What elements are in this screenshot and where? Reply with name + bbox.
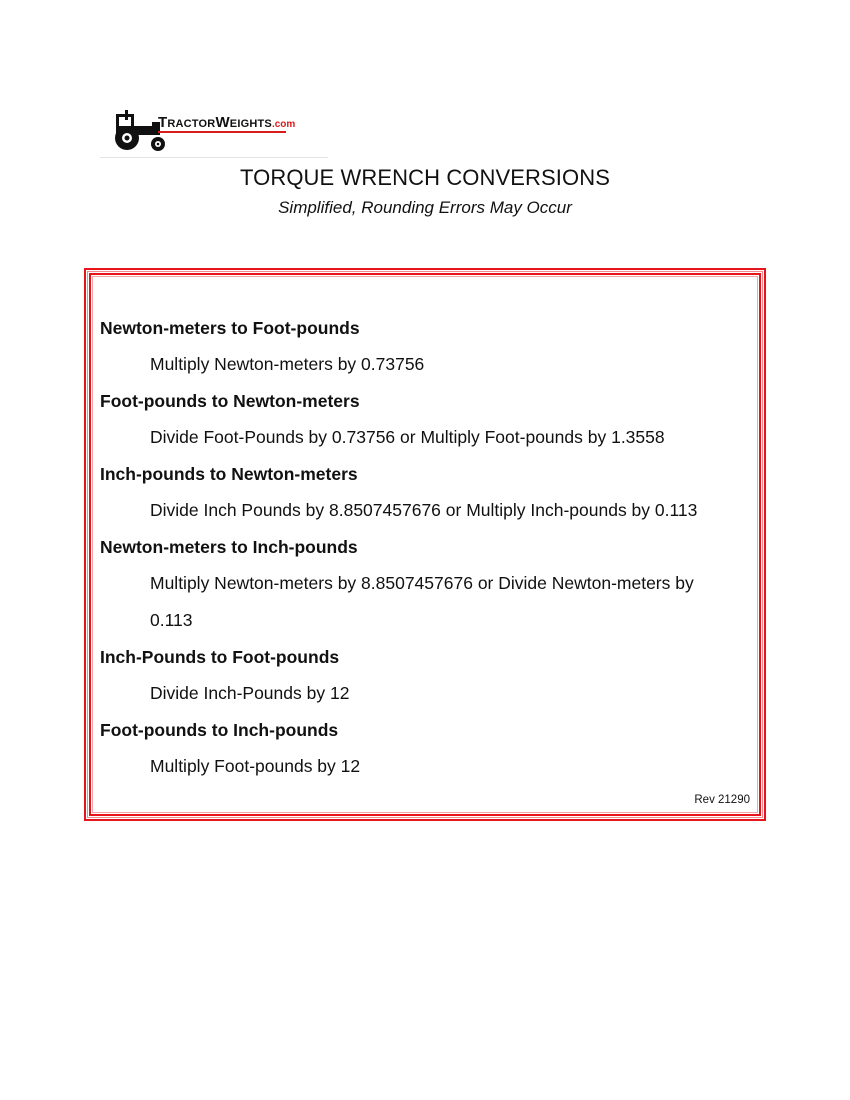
revision-number: Rev 21290 bbox=[694, 794, 750, 806]
brand-logo bbox=[100, 104, 328, 158]
conversion-item bbox=[100, 456, 740, 529]
conversion-heading: Newton-meters to Foot-pounds bbox=[100, 318, 360, 338]
conversion-heading: Inch-Pounds to Foot-pounds bbox=[100, 647, 340, 667]
logo-divider bbox=[100, 157, 328, 158]
conversion-item bbox=[100, 639, 740, 712]
conversion-heading: Inch-pounds to Newton-meters bbox=[100, 464, 358, 484]
conversion-item bbox=[100, 310, 740, 383]
conversion-rule: Multiply Newton-meters by 8.8507457676 or Divide Newton-meters by 0.113 bbox=[150, 573, 694, 630]
conversion-list bbox=[100, 310, 740, 785]
logo-letter-t: T bbox=[158, 114, 168, 131]
page-title: TORQUE WRENCH CONVERSIONS bbox=[239, 165, 610, 190]
page-subtitle: Simplified, Rounding Errors May Occur bbox=[278, 198, 572, 217]
logo-word-ractor: RACTOR bbox=[167, 118, 216, 130]
conversion-rule: Multiply Newton-meters by 0.73756 bbox=[150, 354, 425, 374]
conversion-item bbox=[100, 529, 740, 639]
conversion-heading: Foot-pounds to Newton-meters bbox=[100, 391, 360, 411]
conversion-heading: Newton-meters to Inch-pounds bbox=[100, 537, 358, 557]
conversion-item bbox=[100, 383, 740, 456]
logo-domain: .com bbox=[271, 119, 296, 130]
conversion-rule: Multiply Foot-pounds by 12 bbox=[150, 756, 361, 776]
conversion-rule: Divide Inch-Pounds by 12 bbox=[150, 683, 350, 703]
conversion-heading: Foot-pounds to Inch-pounds bbox=[100, 720, 339, 740]
logo-wordmark bbox=[158, 115, 295, 131]
logo-letter-w: W bbox=[215, 114, 230, 131]
logo-underline bbox=[158, 131, 286, 133]
conversion-rule: Divide Foot-Pounds by 0.73756 or Multiply Foot-pounds by 1.3558 bbox=[150, 427, 665, 447]
conversion-item bbox=[100, 712, 740, 785]
logo-word-eights: EIGHTS bbox=[229, 118, 272, 130]
conversion-rule: Divide Inch Pounds by 8.8507457676 or Multiply Inch-pounds by 0.113 bbox=[150, 500, 698, 520]
